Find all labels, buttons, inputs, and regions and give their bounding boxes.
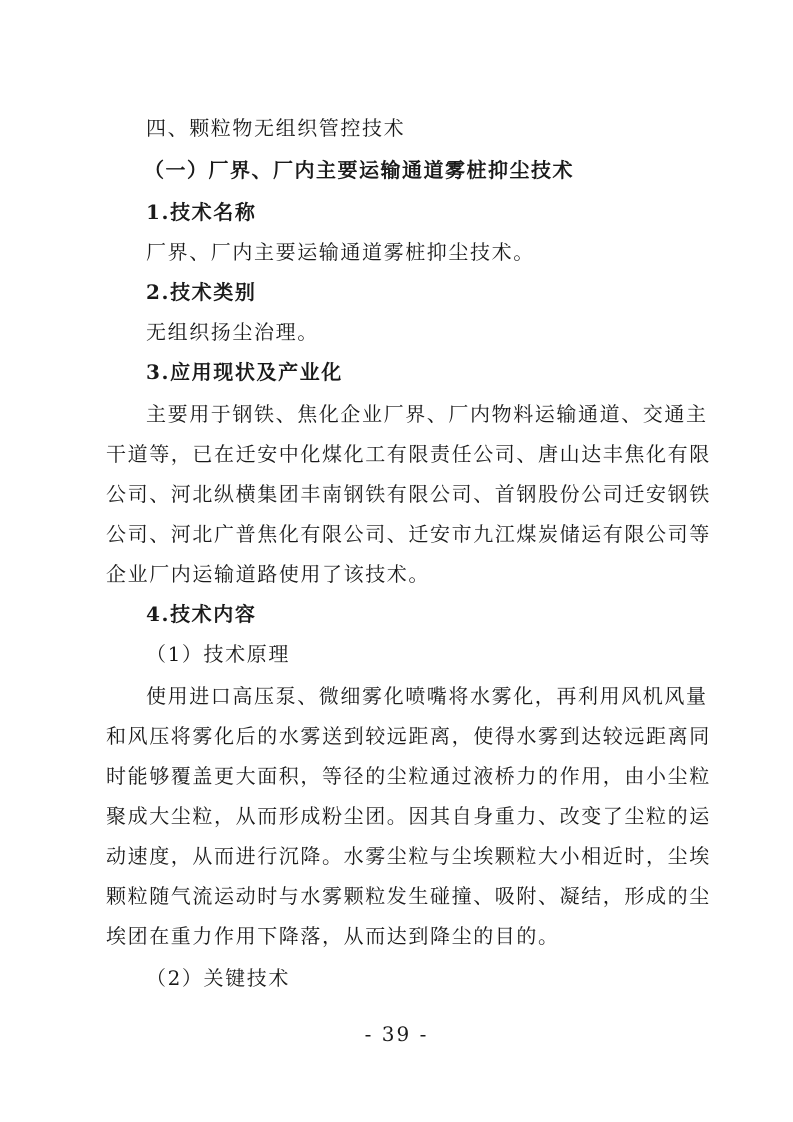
principle-line: 时能够覆盖更大面积，等径的尘粒通过液桥力的作用，由小尘粒 — [106, 764, 711, 788]
status-line: 公司、河北纵横集团丰南钢铁有限公司、首钢股份公司迁安钢铁 — [106, 482, 711, 506]
principle-line: 动速度，从而进行沉降。水雾尘粒与尘埃颗粒大小相近时，尘埃 — [106, 844, 711, 868]
status-line: 干道等，已在迁安中化煤化工有限责任公司、唐山达丰焦化有限 — [106, 442, 711, 466]
principle-line: 颗粒随气流运动时与水雾颗粒发生碰撞、吸附、凝结，形成的尘 — [106, 884, 711, 908]
status-line: 企业厂内运输道路使用了该技术。 — [106, 562, 430, 586]
principle-line: 使用进口高压泵、微细雾化喷嘴将水雾化，再利用风机风量 — [146, 684, 708, 708]
principle-heading: （1）技术原理 — [146, 642, 290, 666]
principle-line: 聚成大尘粒，从而形成粉尘团。因其自身重力、改变了尘粒的运 — [106, 804, 711, 828]
key-tech-heading: （2）关键技术 — [146, 966, 290, 990]
status-heading: 3.应用现状及产业化 — [146, 360, 343, 384]
page-number: - 39 - — [364, 1022, 429, 1046]
content-heading: 4.技术内容 — [146, 602, 257, 626]
status-line: 公司、河北广普焦化有限公司、迁安市九江煤炭储运有限公司等 — [106, 522, 711, 546]
subsection-title: （一）厂界、厂内主要运输通道雾桩抑尘技术 — [144, 158, 574, 182]
category-text: 无组织扬尘治理。 — [146, 320, 319, 344]
name-heading: 1.技术名称 — [146, 200, 257, 224]
section-title: 四、颗粒物无组织管控技术 — [146, 116, 406, 140]
name-text: 厂界、厂内主要运输通道雾桩抑尘技术。 — [146, 240, 535, 264]
category-heading: 2.技术类别 — [146, 280, 257, 304]
principle-line: 埃团在重力作用下降落，从而达到降尘的目的。 — [106, 924, 560, 948]
principle-line: 和风压将雾化后的水雾送到较远距离，使得水雾到达较远距离同 — [106, 724, 711, 748]
status-line: 主要用于钢铁、焦化企业厂界、厂内物料运输通道、交通主 — [146, 402, 708, 426]
